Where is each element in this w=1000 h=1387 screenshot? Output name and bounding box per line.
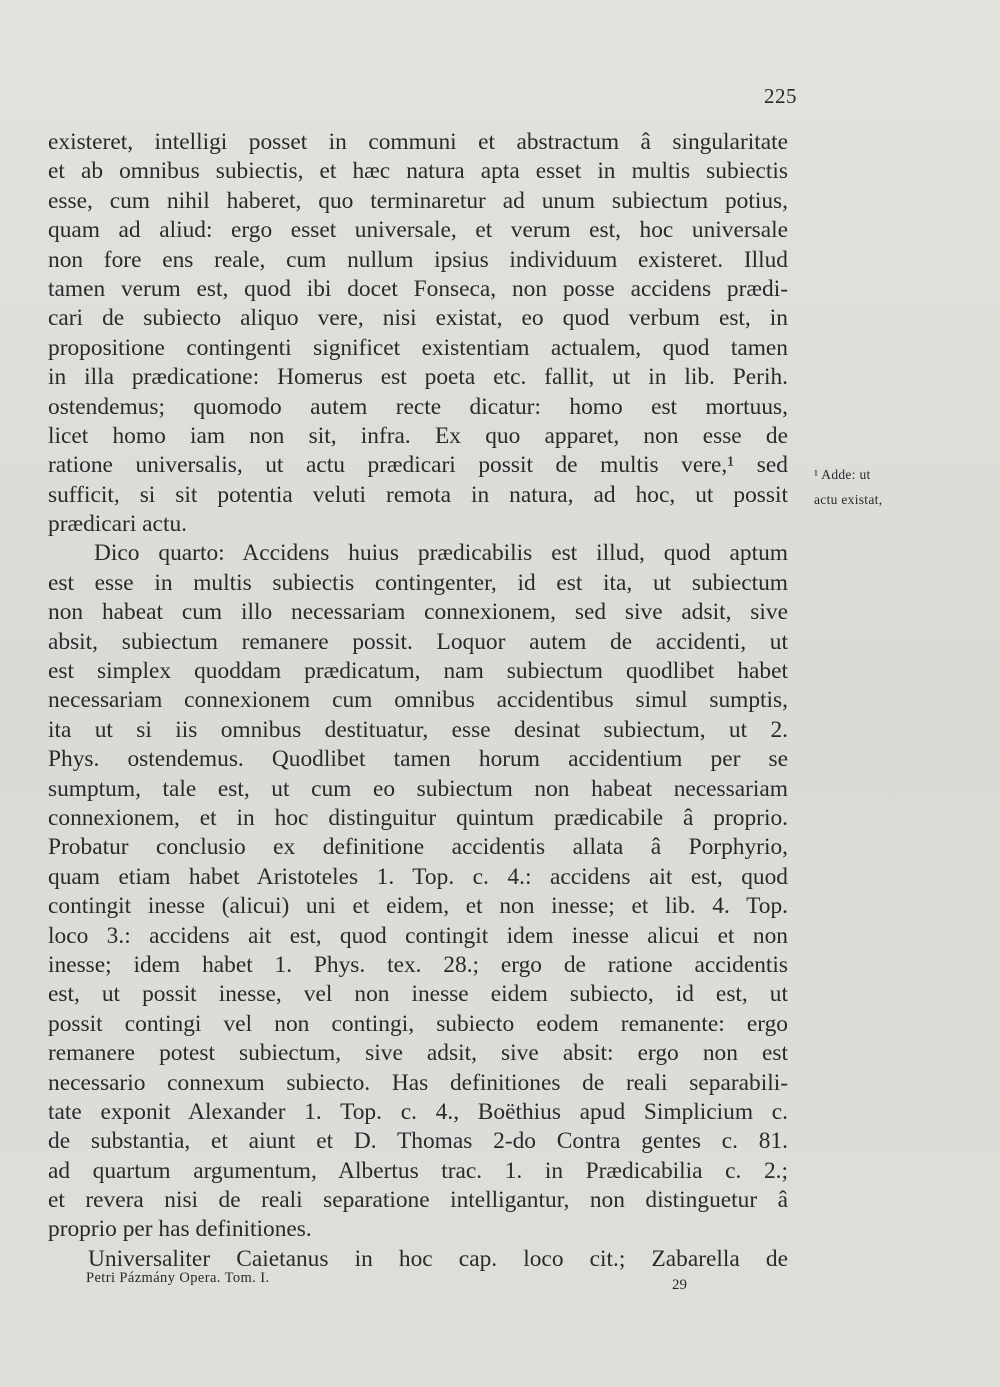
text-line: est simplex quoddam prædicatum, nam subiectum quodlibet habet <box>48 658 788 685</box>
text-line: est, ut possit inesse, vel non inesse eidem subiecto, id est, ut <box>48 981 788 1008</box>
text-line: necessariam connexionem cum omnibus accidentibus simul sumptis, <box>48 687 788 714</box>
text-line: prædicari actu. <box>48 511 187 538</box>
text-line: sumptum, tale est, ut cum eo subiectum non habeat necessariam <box>48 775 788 802</box>
text-line: possit contingi vel non contingi, subiecto eodem remanente: ergo <box>48 1010 788 1037</box>
text-line: in illa prædicatione: Homerus est poeta etc. fallit, ut in lib. Perih. <box>48 364 788 391</box>
margin-note-line: actu existat, <box>814 492 883 507</box>
text-line: absit, subiectum remanere possit. Loquor autem de accidenti, ut <box>48 628 788 655</box>
text-line: licet homo iam non sit, infra. Ex quo apparet, non esse de <box>48 422 788 449</box>
text-line: de substantia, et aiunt et D. Thomas 2-do Contra gentes c. 81. <box>48 1128 788 1155</box>
text-line: quam ad aliud: ergo esset universale, et verum est, hoc universale <box>48 217 788 244</box>
margin-note <box>814 462 882 512</box>
text-line: proprio per has definitiones. <box>48 1216 312 1243</box>
text-line: cari de subiecto aliquo vere, nisi existat, eo quod verbum est, in <box>48 305 788 332</box>
text-line: ita ut si iis omnibus destituatur, esse desinat subiectum, ut 2. <box>48 716 788 743</box>
text-line: connexionem, et in hoc distinguitur quintum prædicabile â proprio. <box>48 804 788 831</box>
text-line: ostendemus; quomodo autem recte dicatur: homo est mortuus, <box>48 393 788 420</box>
text-line: quam etiam habet Aristoteles 1. Top. c. 4.: accidens ait est, quod <box>48 863 788 890</box>
text-line: necessario connexum subiecto. Has definitiones de reali separabili- <box>48 1069 788 1096</box>
text-line: et revera nisi de reali separatione intelligantur, non distinguetur â <box>48 1187 788 1214</box>
text-line: remanere potest subiectum, sive adsit, sive absit: ergo non est <box>48 1040 788 1067</box>
text-line: est esse in multis subiectis contingenter, id est ita, ut subiectum <box>48 569 788 596</box>
text-line: ratione universalis, ut actu prædicari possit de multis vere,¹ sed <box>48 452 788 479</box>
text-line: esse, cum nihil haberet, quo terminaretur ad unum subiectum potius, <box>48 187 788 214</box>
text-line: existeret, intelligi posset in communi et abstractum â singularitate <box>48 129 788 155</box>
text-line: sufficit, si sit potentia veluti remota in natura, ad hoc, ut possit <box>48 481 788 508</box>
body-text <box>48 128 788 1274</box>
page-number: 225 <box>764 84 797 108</box>
footer-title: Petri Pázmány Opera. Tom. I. <box>86 1270 270 1286</box>
text-line: loco 3.: accidens ait est, quod contingit idem inesse alicui et non <box>48 922 788 949</box>
text-line: propositione contingenti significet existentiam actualem, quod tamen <box>48 334 788 361</box>
text-line: ad quartum argumentum, Albertus trac. 1. in Prædicabilia c. 2.; <box>48 1157 788 1184</box>
text-line: tate exponit Alexander 1. Top. c. 4., Boëthius apud Simplicium c. <box>48 1098 788 1125</box>
text-line: Phys. ostendemus. Quodlibet tamen horum accidentium per se <box>48 746 788 773</box>
text-line: tamen verum est, quod ibi docet Fonseca, non posse accidens prædi- <box>48 275 788 302</box>
paragraph-start-line: Universaliter Caietanus in hoc cap. loco cit.; Zabarella de <box>88 1245 788 1272</box>
text-line: et ab omnibus subiectis, et hæc natura apta esset in multis subiectis <box>48 158 788 185</box>
paragraph-start-line: Dico quarto: Accidens huius prædicabilis est illud, quod aptum <box>94 540 788 567</box>
margin-note-line: ¹ Adde: ut <box>814 467 871 482</box>
text-line: non fore ens reale, cum nullum ipsius individuum existeret. Illud <box>48 246 788 273</box>
text-line: inesse; idem habet 1. Phys. tex. 28.; ergo de ratione accidentis <box>48 951 788 978</box>
footer-signature: 29 <box>672 1277 687 1293</box>
text-line: non habeat cum illo necessariam connexionem, sed sive adsit, sive <box>48 599 788 626</box>
text-line: Probatur conclusio ex definitione accidentis allata â Porphyrio, <box>48 834 788 861</box>
text-line: contingit inesse (alicui) uni et eidem, et non inesse; et lib. 4. Top. <box>48 893 788 920</box>
